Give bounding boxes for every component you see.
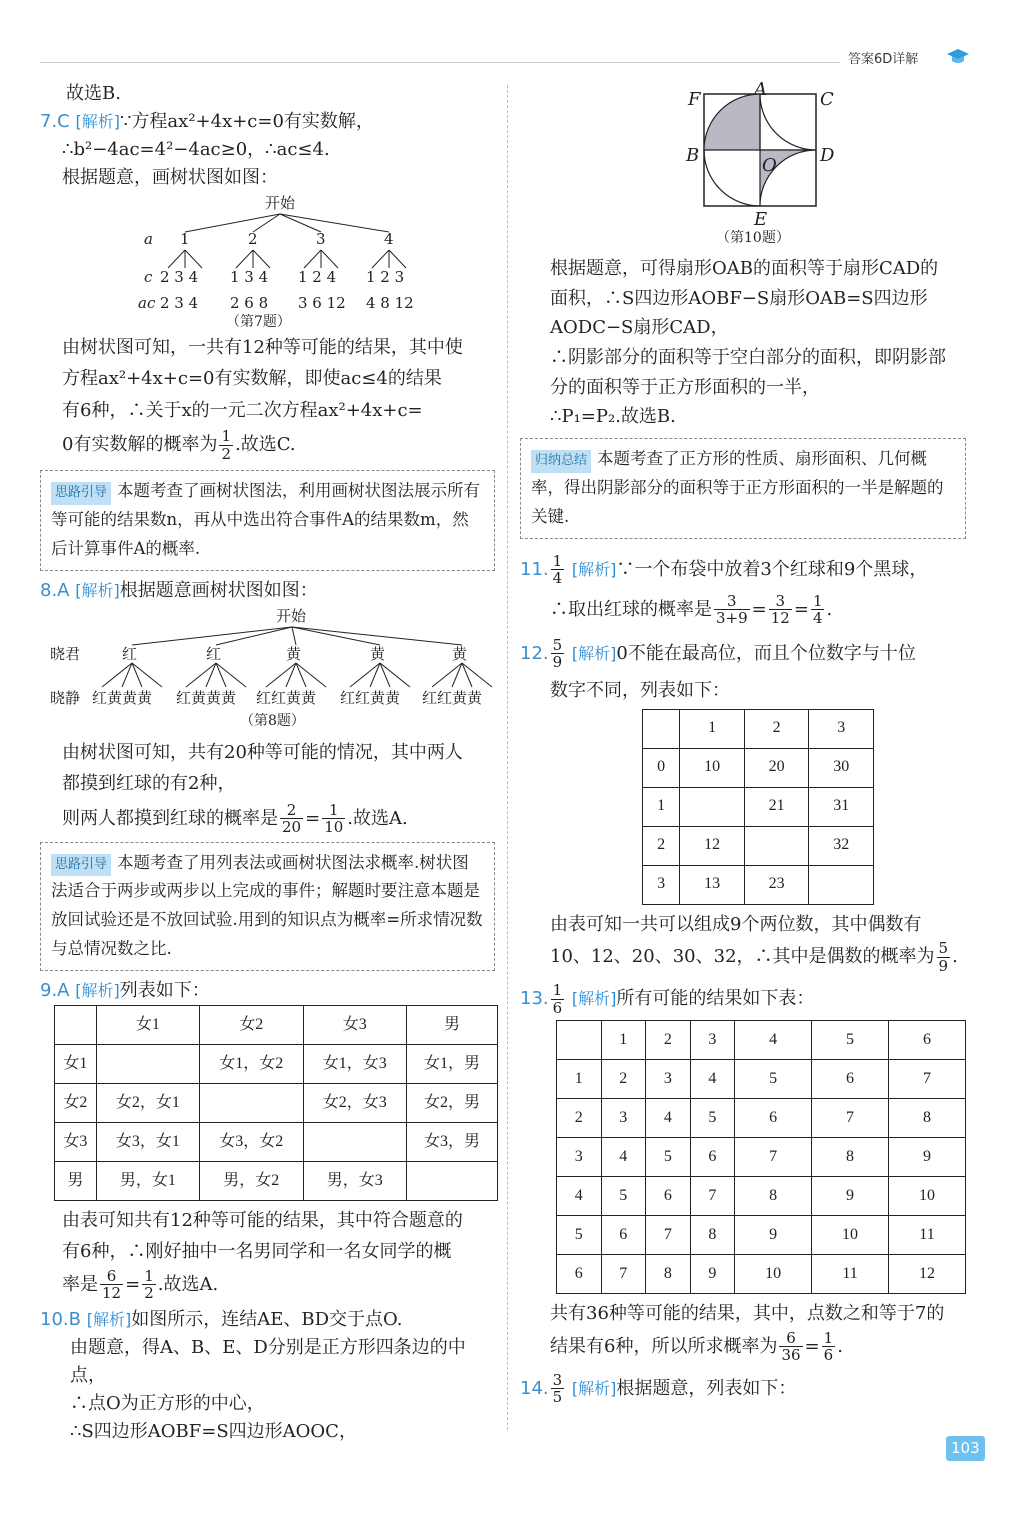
q14-ans-den: 5 [552,1388,563,1407]
right-column [520,79,980,1407]
fig10-label-d: D [820,145,835,166]
table-cell: 5 [646,1138,691,1177]
table-cell [557,1021,602,1060]
q11-frac3-den: 4 [812,609,823,628]
table-cell: 男，女2 [200,1161,303,1200]
q11-line2-pre: ∴取出红球的概率是 [550,598,712,620]
q11-eq-2: = [793,598,809,620]
table-row [55,1044,498,1083]
table-cell: 9 [812,1177,889,1216]
q11-frac-3 [811,593,825,627]
q7-c-group-4: 1 2 3 [366,267,405,286]
q9-body1: 由表可知共有12种等可能的结果，其中符合题意的 [62,1209,463,1231]
q7-tree-root: 开始 [265,193,296,212]
q12-frac [937,940,951,974]
q9-frac-2 [142,1268,156,1302]
table-cell: 0 [643,748,680,787]
q9-frac-1 [100,1268,123,1302]
q8-body1: 由树状图可知，共有20种等可能的情况，其中两人 [62,741,463,763]
q9-line1: 列表如下： [119,980,210,1002]
header-label: 答案6D详解 [848,52,919,67]
q10-line1: 如图所示，连结AE、BD交于点O. [131,1308,403,1330]
q7-ac-group-2: 2 6 8 [230,293,269,312]
q14-number: 14. [520,1377,549,1399]
tip-box-q8-tag: 思路引导 [51,854,111,877]
q7-a-1: 1 [180,229,190,248]
table-cell [809,865,874,904]
q10-line4: ∴S四边形AOBF=S四边形AOOC， [70,1420,357,1442]
q13-post: . [837,1335,843,1357]
table-cell: 9 [735,1216,812,1255]
q11-frac-1 [714,593,750,627]
q12-number: 12. [520,642,549,664]
q7-body4 [40,428,495,462]
table-row [557,1021,966,1060]
table-cell: 女3，男 [406,1122,497,1161]
table-cell: 女2，女1 [96,1083,199,1122]
table-cell: 31 [809,787,874,826]
table-cell: 女3 [303,1005,406,1044]
q8-body3-pre: 则两人都摸到红球的概率是 [62,807,278,829]
table-cell: 6 [812,1060,889,1099]
q8-frac2-den: 10 [324,818,344,837]
table-cell [744,826,809,865]
q7-row-a-label: a [144,229,153,248]
q11-tag: [解析] [571,559,617,579]
q7-row-ac-label: ac [138,293,156,312]
table-row [557,1099,966,1138]
q9-table [54,1005,498,1201]
table-cell [680,787,745,826]
q10-cont-line3: ∴阴影部分的面积等于空白部分的面积，即阴影部 [550,347,946,369]
table-cell: 女1，男 [406,1044,497,1083]
q7-a-4: 4 [384,229,394,248]
q13-body1: 共有36种等可能的结果，其中，点数之和等于7的 [550,1303,945,1325]
table-cell: 3 [646,1060,691,1099]
q12 [520,637,980,974]
q7-number: 7.C [40,110,70,132]
table-cell: 3 [809,709,874,748]
table-cell: 8 [735,1177,812,1216]
summary-box-q10 [520,438,966,539]
table-cell: 5 [557,1216,602,1255]
table-cell: 3 [690,1021,735,1060]
q12-ans-num: 5 [552,635,563,654]
table-cell: 10 [889,1177,966,1216]
tip-box-q7-tag: 思路引导 [51,482,111,505]
q7-a-2: 2 [248,229,258,248]
fig10 [520,79,980,254]
table-cell: 13 [680,865,745,904]
q13-frac-2 [822,1330,836,1364]
q13-frac2-num: 1 [823,1328,834,1347]
table-cell: 女1 [96,1005,199,1044]
table-cell: 5 [812,1021,889,1060]
q8-row2-2: 红黄黄黄 [176,688,237,707]
q12-answer [551,637,565,671]
table-cell: 6 [601,1216,646,1255]
q13-frac1-den: 36 [781,1346,801,1365]
q12-line1: 0不能在最高位，而且个位数字与十位 [616,642,916,664]
table-cell: 6 [735,1099,812,1138]
q7-line2: ∴b²−4ac=4²−4ac≥0，∴ac≤4. [62,138,330,160]
table-cell: 女1，女2 [200,1044,303,1083]
q12-body2-pre: 10、12、20、30、32，∴其中是偶数的概率为 [550,946,935,968]
table-row [643,748,874,787]
q11-eq-1: = [751,598,767,620]
q7-body1: 由树状图可知，一共有12种等可能的结果，其中使 [62,336,463,358]
table-cell: 6 [646,1177,691,1216]
tip-box-q7 [40,470,495,571]
q13-frac2-den: 6 [823,1346,834,1365]
table-row [643,865,874,904]
table-cell: 3 [557,1138,602,1177]
q8-row1-2: 红 [206,644,222,663]
table-row [55,1161,498,1200]
table-cell: 5 [690,1099,735,1138]
table-cell: 30 [809,748,874,787]
q7-c-group-1: 2 3 4 [160,267,199,286]
q10-cont-line5: ∴P₁=P₂.故选B. [550,406,676,428]
q8-row1-5: 黄 [452,644,468,663]
q11-frac1-den: 3+9 [716,609,748,628]
table-row [557,1216,966,1255]
table-row [557,1255,966,1294]
q7-body2: 方程ax²+4x+c=0有实数解，即使ac≤4的结果 [62,368,442,390]
q10 [40,1306,495,1445]
q8-frac2-num: 1 [322,802,345,820]
q7-body3: 有6种，∴关于x的一元二次方程ax²+4x+c= [62,399,423,421]
q8-frac1-den: 20 [282,818,302,837]
q9-body3-eq: = [125,1273,141,1295]
q8-line1: 根据题意画树状图如图： [119,579,318,601]
q11-answer [551,553,565,587]
q11-number: 11. [520,558,549,580]
q13-body2 [520,1330,980,1364]
q8-body3 [40,802,495,836]
table-cell: 12 [889,1255,966,1294]
q7-body4-post: .故选C. [235,434,296,456]
table-cell: 7 [889,1060,966,1099]
table-cell: 7 [735,1138,812,1177]
q7-tree [40,192,495,332]
table-cell: 4 [601,1138,646,1177]
q7-fraction [219,428,233,462]
fig10-label-b: B [686,145,700,166]
q7-frac-den: 2 [221,444,231,463]
table-cell: 7 [690,1177,735,1216]
q11-frac-2 [769,593,792,627]
q8-tree-root: 开始 [276,606,307,625]
table-cell: 8 [812,1138,889,1177]
q12-body2 [520,940,980,974]
q13-ans-num: 1 [552,981,563,1000]
tip-box-q8 [40,842,495,972]
table-cell: 2 [643,826,680,865]
q13-frac-1 [779,1330,802,1364]
summary-box-text: 本题考查了正方形的性质、扇形面积、几何概率，得出阴影部分的面积等于正方形面积的一半是解题的关键. [531,449,944,526]
q8-frac-2 [322,802,345,836]
table-row [643,709,874,748]
q13-body2-pre: 结果有6种，所以所求概率为 [550,1335,778,1357]
q8-tree [40,605,495,737]
q8 [40,577,495,836]
table-cell: 7 [601,1255,646,1294]
page-number: 103 [946,1436,985,1461]
table-cell: 4 [557,1177,602,1216]
table-row [55,1122,498,1161]
table-cell [55,1005,97,1044]
table-cell: 女3，女2 [200,1122,303,1161]
q8-row1-label: 晓君 [50,644,81,663]
q8-row2-5: 红红黄黄 [422,688,483,707]
q11-frac3-num: 1 [812,591,823,610]
q9-body2: 有6种，∴刚好抽中一名男同学和一名女同学的概 [62,1241,452,1263]
table-cell: 1 [601,1021,646,1060]
q8-frac1-num: 2 [280,802,303,820]
q9-frac2-num: 1 [144,1266,154,1285]
table-row [55,1083,498,1122]
table-cell: 32 [809,826,874,865]
q7-c-group-3: 1 2 4 [298,267,337,286]
q14-line1: 根据题意，列表如下： [616,1377,797,1399]
q8-row2-1: 红黄黄黄 [92,688,153,707]
q11-post: . [826,598,833,620]
q8-row2-4: 红红黄黄 [340,688,401,707]
table-cell: 9 [690,1255,735,1294]
q9-body3 [40,1268,495,1302]
table-cell: 男，女1 [96,1161,199,1200]
column-divider [507,85,508,1430]
left-column [40,80,495,1445]
q10-number: 10.B [40,1308,81,1330]
table-cell: 1 [680,709,745,748]
q14-ans-num: 3 [552,1370,563,1389]
q8-row2-3: 红红黄黄 [256,688,317,707]
table-cell [96,1044,199,1083]
q12-ans-den: 9 [552,653,563,672]
table-cell: 3 [643,865,680,904]
q8-row1-4: 黄 [370,644,386,663]
table-cell: 21 [744,787,809,826]
table-cell: 男，女3 [303,1161,406,1200]
q11 [520,553,980,627]
q7-c-group-2: 1 3 4 [230,267,269,286]
table-cell: 6 [889,1021,966,1060]
q10-line3: ∴点O为正方形的中心， [70,1392,265,1414]
q7-line1: ∵方程ax²+4x+c=0有实数解， [119,110,374,132]
table-cell: 女1，女3 [303,1044,406,1083]
q8-tag: [解析] [75,580,120,600]
table-row [643,826,874,865]
table-row [55,1005,498,1044]
table-cell: 10 [812,1216,889,1255]
q9 [40,977,495,1302]
q8-row2-label: 晓静 [50,688,81,707]
table-cell: 女1 [55,1044,97,1083]
table-cell: 1 [643,787,680,826]
table-cell: 6 [557,1255,602,1294]
q13-line1: 所有可能的结果如下表： [616,988,815,1010]
q12-frac-den: 9 [938,956,949,975]
tip-box-q7-text: 本题考查了画树状图法，利用画树状图法展示所有等可能的结果数n，再从中选出符合事件A的结果数m，然后计算事件A的概率. [51,481,481,558]
q9-number: 9.A [40,980,70,1002]
q7-a-3: 3 [316,229,326,248]
q9-tag: [解析] [75,981,120,1001]
q9-frac2-den: 2 [144,1284,154,1303]
table-cell: 4 [646,1099,691,1138]
q11-frac1-num: 3 [714,593,750,611]
table-cell: 2 [601,1060,646,1099]
q11-ans-den: 4 [552,569,563,588]
table-cell: 4 [735,1021,812,1060]
table-row [557,1060,966,1099]
q10-line2: 由题意，得A、B、E、D分别是正方形四条边的中点， [70,1336,466,1386]
q13-number: 13. [520,988,549,1010]
table-cell: 10 [680,748,745,787]
q7 [40,108,495,462]
q10-continued [520,254,980,432]
table-cell: 8 [889,1099,966,1138]
table-cell [303,1122,406,1161]
table-cell: 11 [812,1255,889,1294]
q13-eq: = [804,1335,820,1357]
q12-body1: 由表可知一共可以组成9个两位数，其中偶数有 [550,913,922,935]
q9-frac1-den: 12 [102,1284,122,1303]
q8-body2: 都摸到红球的有2种， [62,773,236,795]
table-cell: 9 [889,1138,966,1177]
table-cell: 2 [557,1099,602,1138]
table-cell: 1 [557,1060,602,1099]
table-cell: 女2 [200,1005,303,1044]
table-cell: 女3 [55,1122,97,1161]
tip-box-q8-text: 本题考查了用列表法或画树状图法求概率.树状图法适合于两步或两步以上完成的事件；解题时要注意本题是放回试验还是不放回试验.用到的知识点为概率=所求情况数与总情况数之比. [51,852,483,959]
q12-post: . [952,946,958,968]
table-row [557,1177,966,1216]
q12-table [642,709,874,905]
q7-frac-num: 1 [221,427,231,446]
table-cell: 2 [646,1021,691,1060]
q10-cont-line4: 分的面积等于正方形面积的一半， [550,376,820,398]
fig10-label-e: E [754,209,768,230]
q13-ans-den: 6 [552,998,563,1017]
fig10-label-f: F [688,89,701,110]
q8-tree-caption: （第8题） [240,712,305,729]
table-cell: 女3，女1 [96,1122,199,1161]
table-cell: 12 [680,826,745,865]
table-cell: 7 [646,1216,691,1255]
q10-cont-line1: 根据题意，可得扇形OAB的面积等于扇形CAD的 [550,258,939,279]
table-cell: 11 [889,1216,966,1255]
fig10-caption: （第10题） [716,230,790,246]
q11-ans-num: 1 [552,551,563,570]
table-cell: 20 [744,748,809,787]
table-cell: 8 [646,1255,691,1294]
q7-ac-group-4: 4 8 12 [366,293,414,312]
table-cell: 2 [744,709,809,748]
q7-ac-group-3: 3 6 12 [298,293,346,312]
q10-tag: [解析] [86,1309,132,1329]
q7-tree-caption: （第7题） [226,313,291,330]
table-cell [200,1083,303,1122]
q7-row-c-label: c [144,267,153,286]
table-cell: 女2，男 [406,1083,497,1122]
q13 [520,982,980,1364]
table-cell: 3 [601,1099,646,1138]
q10-cont-line2: 面积，∴S四边形AOBF−S扇形OAB=S四边形AODC−S扇形CAD， [550,287,928,339]
q8-number: 8.A [40,579,70,601]
table-cell: 7 [812,1099,889,1138]
q12-line2: 数字不同，列表如下： [550,679,730,701]
q8-row1-3: 黄 [286,644,302,663]
q11-frac2-den: 12 [770,609,790,628]
q9-body3-pre: 率是 [62,1273,98,1295]
fig10-label-o: O [762,155,777,176]
q14-answer [551,1372,565,1406]
q14 [520,1372,980,1406]
q7-ac-group-1: 2 3 4 [160,293,199,312]
q14-tag: [解析] [571,1378,617,1398]
graduation-cap-icon [946,46,970,68]
header-rule [40,62,840,63]
q12-tag: [解析] [571,643,617,663]
fig10-label-c: C [820,89,834,110]
q13-table [556,1020,966,1294]
q11-frac2-num: 3 [769,593,792,611]
q9-frac1-num: 6 [100,1268,123,1286]
q13-tag: [解析] [571,989,617,1009]
table-cell: 6 [690,1138,735,1177]
q8-row1-1: 红 [122,644,138,663]
q8-body3-post: .故选A. [347,807,408,829]
table-row [557,1138,966,1177]
q6-tail: 故选B. [66,83,121,104]
q13-frac1-num: 6 [779,1330,802,1348]
table-cell: 10 [735,1255,812,1294]
q7-tag: [解析] [75,111,120,131]
table-cell: 5 [735,1060,812,1099]
table-cell: 男 [55,1161,97,1200]
table-cell [643,709,680,748]
table-cell: 4 [690,1060,735,1099]
table-cell: 8 [690,1216,735,1255]
table-cell: 23 [744,865,809,904]
q8-body3-eq: = [305,807,321,829]
q7-body4-pre: 0有实数解的概率为 [62,434,218,456]
table-cell [406,1161,497,1200]
q8-frac-1 [280,802,303,836]
summary-box-tag: 归纳总结 [531,450,591,473]
q11-line1: ∵一个布袋中放着3个红球和9个黑球， [616,558,928,580]
q13-answer [551,982,565,1016]
q12-frac-num: 5 [938,939,949,958]
q7-line3: 根据题意，画树状图如图： [62,166,278,188]
table-cell: 女2，女3 [303,1083,406,1122]
q11-line2 [520,593,980,627]
table-row [643,787,874,826]
table-cell: 5 [601,1177,646,1216]
table-cell: 女2 [55,1083,97,1122]
table-cell: 男 [406,1005,497,1044]
q9-body3-post: .故选A. [157,1273,219,1295]
fig10-label-a: A [754,79,767,100]
